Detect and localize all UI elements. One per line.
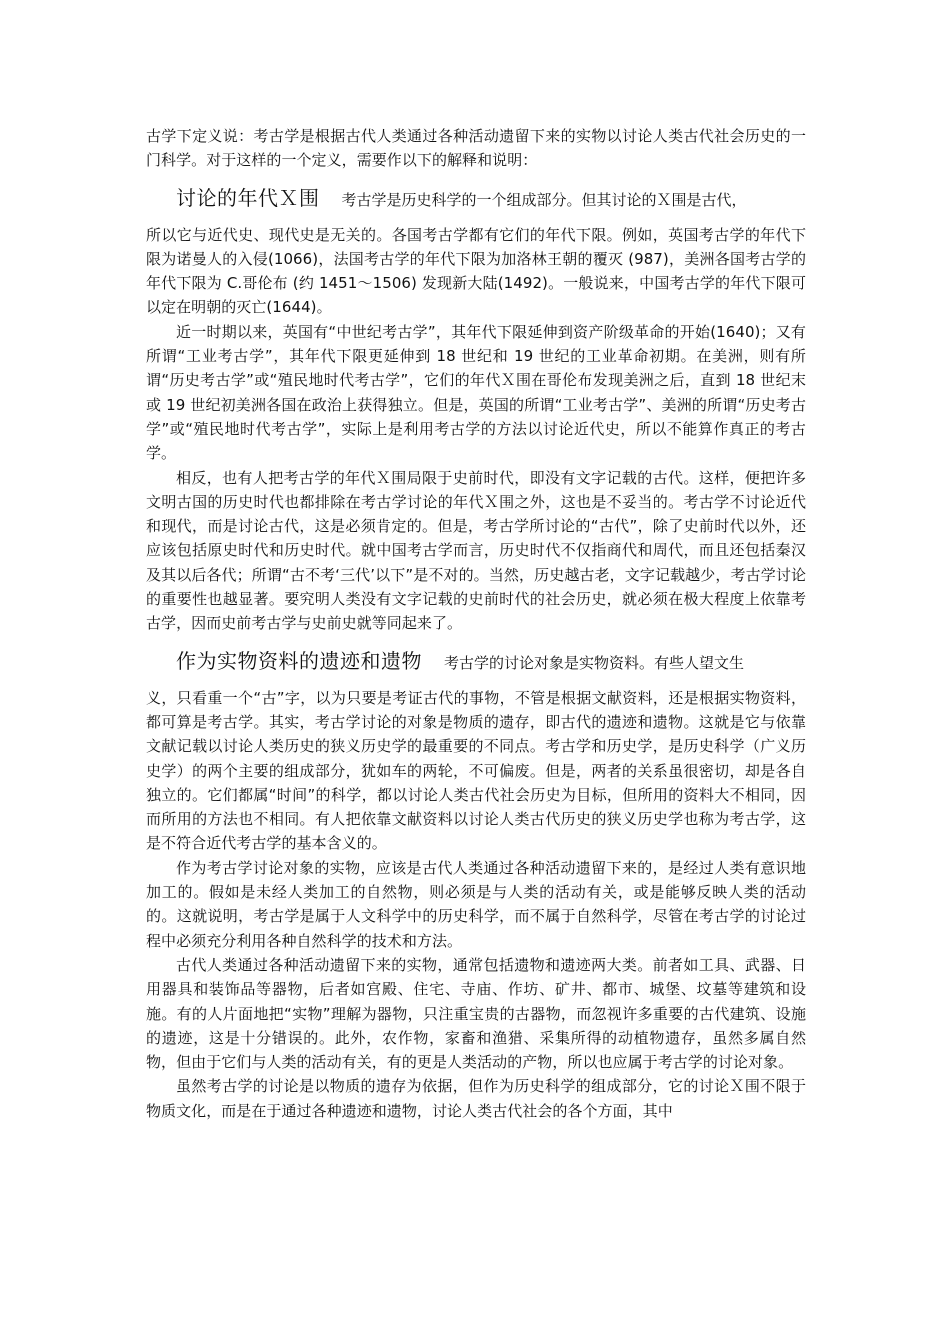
section-material-paragraph-3: 古代人类通过各种活动遗留下来的实物，通常包括遗物和遗迹两大类。前者如工具、武器、日用器具和装饰品等器物，后者如宫殿、住宅、寺庙、作坊、矿井、都市、城堡、坟墓等建筑和设施。有的人片面地把“实物”理解为器物，只注重宝贵的古器物，而忽视许多重要的古代建筑、设施的遗迹，这是十分错误的。此外，农作物，家畜和渔猎、采集所得的动植物遗存，虽然多属自然物，但由于它们与人类的活动有关，有的更是人类活动的产物，所以也应属于考古学的讨论对象。	[146, 955, 806, 1072]
section-scope-lead: 考古学是历史科学的一个组成部分。但其讨论的Ｘ围是古代，	[341, 190, 747, 209]
section-scope-paragraph-1: 所以它与近代史、现代史是无关的。各国考古学都有它们的年代下限。例如，英国考古学的年代下限为诺曼人的入侵(1066)，法国考古学的年代下限为加洛林王朝的覆灭 (987)，美洲各国考古学的年代下限为 C.哥伦布 (约 1451～1506) 发现新大陆(1492)。一般说来，中国考古学的年代下限可以定在明朝的灭亡(1644)。	[146, 225, 806, 317]
section-material	[146, 646, 806, 1123]
section-scope-heading-line	[146, 183, 806, 215]
section-scope-paragraph-3: 相反，也有人把考古学的年代Ｘ围局限于史前时代，即没有文字记载的古代。这样，便把许多文明古国的历史时代也都排除在考古学讨论的年代Ｘ围之外，这也是不妥当的。考古学不讨论近代和现代，而是讨论古代，这是必须肯定的。但是，考古学所讨论的“古代”，除了史前时代以外，还应该包括原史时代和历史时代。就中国考古学而言，历史时代不仅指商代和周代，而且还包括秦汉及其以后各代；所谓“古不考‘三代’以下”是不对的。当然，历史越古老，文字记载越少，考古学讨论的重要性也越显著。要究明人类没有文字记载的史前时代的社会历史，就必须在极大程度上依靠考古学，因而史前考古学与史前史就等同起来了。	[146, 468, 806, 633]
section-material-lead: 考古学的讨论对象是实物资料。有些人望文生	[444, 653, 745, 672]
section-material-heading-line	[146, 646, 806, 678]
intro-paragraph: 古学下定义说：考古学是根据古代人类通过各种活动遗留下来的实物以讨论人类古代社会历史的一门科学。对于这样的一个定义，需要作以下的解释和说明：	[146, 127, 806, 170]
section-material-paragraph-4: 虽然考古学的讨论是以物质的遗存为依据，但作为历史科学的组成部分，它的讨论Ｘ围不限于物质文化，而是在于通过各种遗迹和遗物，讨论人类古代社会的各个方面，其中	[146, 1077, 806, 1120]
section-material-paragraph-2: 作为考古学讨论对象的实物，应该是古代人类通过各种活动遗留下来的，是经过人类有意识地加工的。假如是未经人类加工的自然物，则必须是与人类的活动有关，或是能够反映人类的活动的。这就说明，考古学是属于人文科学中的历史科学，而不属于自然科学，尽管在考古学的讨论过程中必须充分利用各种自然科学的技术和方法。	[146, 858, 806, 950]
section-material-paragraph-1: 义，只看重一个“古”字，以为只要是考证古代的事物，不管是根据文献资料，还是根据实物资料，都可算是考古学。其实，考古学讨论的对象是物质的遗存，即古代的遗迹和遗物。这就是它与依靠文献记载以讨论人类历史的狭义历史学的最重要的不同点。考古学和历史学，是历史科学（广义历史学）的两个主要的组成部分，犹如车的两轮，不可偏废。但是，两者的关系虽很密切，却是各自独立的。它们都属“时间”的科学，都以讨论人类古代社会历史为目标，但所用的资料大不相同，因而所用的方法也不相同。有人把依靠文献资料以讨论人类古代历史的狭义历史学也称为考古学，这是不符合近代考古学的基本含义的。	[146, 688, 806, 853]
document-page	[146, 124, 806, 1123]
section-heading-scope: 讨论的年代Ｘ围	[176, 185, 320, 210]
section-heading-material: 作为实物资料的遗迹和遗物	[176, 648, 422, 673]
section-scope	[146, 183, 806, 636]
section-scope-paragraph-2: 近一时期以来，英国有“中世纪考古学”，其年代下限延伸到资产阶级革命的开始(1640)；又有所谓“工业考古学”，其年代下限更延伸到 18 世纪和 19 世纪的工业革命初期。在美洲，则有所谓“历史考古学”或“殖民地时代考古学”，它们的年代Ｘ围在哥伦布发现美洲之后，直到 18 世纪末或 19 世纪初美洲各国在政治上获得独立。但是，英国的所谓“工业考古学”、美洲的所谓“历史考古学”或“殖民地时代考古学”，实际上是利用考古学的方法以讨论近代史，所以不能算作真正的考古学。	[146, 322, 806, 463]
